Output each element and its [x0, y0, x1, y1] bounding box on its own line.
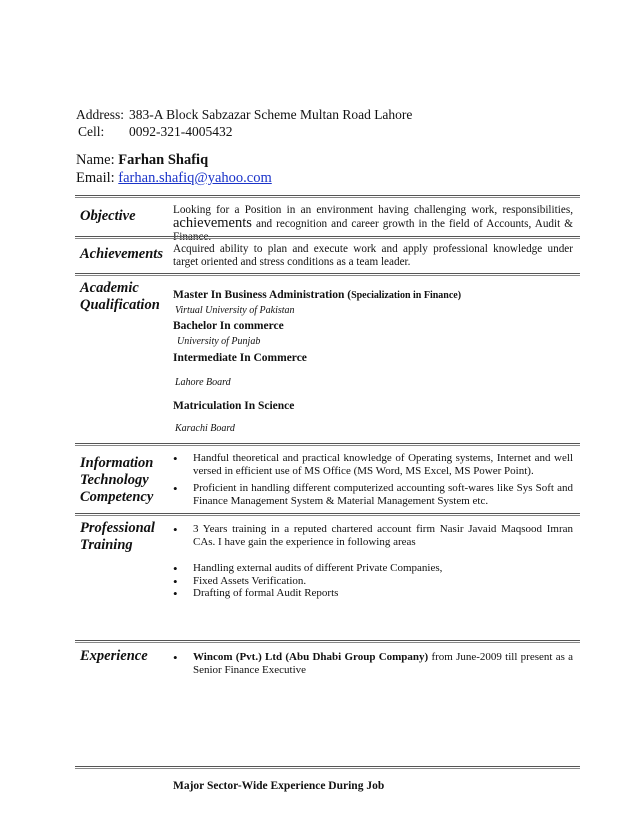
qualification-institution: Lahore Board	[175, 377, 231, 388]
divider-training	[75, 513, 580, 516]
it-bullet-text: Proficient in handling different computerized accounting soft-wares like Sys Soft and Finance Management System & Material Management System etc.	[193, 482, 573, 507]
address-label: Address:	[76, 107, 124, 122]
bullet-icon: •	[173, 481, 178, 496]
bullet-icon: •	[173, 574, 178, 589]
list-item	[173, 523, 573, 549]
list-item	[173, 452, 573, 478]
divider-major	[75, 766, 580, 769]
cell-line	[78, 123, 233, 140]
bullet-icon: •	[173, 561, 178, 576]
major-experience-title: Major Sector-Wide Experience During Job	[173, 780, 385, 792]
divider-achievements	[75, 236, 580, 239]
qualification-degree	[173, 289, 461, 301]
divider-experience	[75, 640, 580, 643]
objective-text-2: and recognition and career growth in the field of Accounts, Audit & Finance.	[173, 218, 573, 243]
experience-company: Wincom (Pvt.) Ltd (Abu Dhabi Group Company)	[193, 651, 429, 663]
name-line	[76, 151, 208, 169]
email-line	[76, 169, 272, 187]
section-title-academic: Academic Qualification	[80, 280, 160, 313]
bullet-icon: •	[173, 522, 178, 537]
address-line	[76, 106, 412, 123]
objective-text-1: Looking for a Position in an environment having challenging work, responsibilities,	[173, 204, 573, 216]
training-bullet-text: 3 Years training in a reputed chartered account firm Nasir Javaid Maqsood Imran CAs. I have gain the experience in following areas	[193, 523, 573, 548]
training-bullet-text: Handling external audits of different Private Companies,	[193, 562, 443, 574]
section-title-experience: Experience	[80, 648, 148, 664]
name-label: Name:	[76, 152, 115, 168]
training-bullet-text: Fixed Assets Verification.	[193, 575, 307, 587]
qualification-degree: Bachelor In commerce	[173, 320, 284, 332]
section-title-objective: Objective	[80, 208, 136, 224]
achievements-text: Acquired ability to plan and execute work and apply professional knowledge under target oriented and stress conditions as a team leader.	[173, 243, 573, 268]
degree-mba-specialization: Specialization in Finance)	[351, 290, 462, 301]
bullet-icon: •	[173, 650, 178, 665]
qualification-degree: Matriculation In Science	[173, 400, 295, 412]
list-item	[173, 562, 573, 575]
qualification-degree: Intermediate In Commerce	[173, 352, 307, 364]
divider-it	[75, 443, 580, 446]
email-link[interactable]: farhan.shafiq@yahoo.com	[118, 170, 272, 186]
degree-mba: Master In Business Administration (	[173, 289, 352, 301]
objective-text-emphasis: achievements	[173, 215, 252, 231]
qualification-institution: Karachi Board	[175, 423, 235, 434]
section-title-it: Information Technology Competency	[80, 455, 154, 505]
candidate-name: Farhan Shafiq	[118, 152, 209, 168]
cell-label: Cell:	[78, 124, 105, 139]
experience-entry	[193, 651, 573, 677]
section-title-achievements: Achievements	[80, 246, 163, 262]
bullet-icon: •	[173, 451, 178, 466]
it-bullet-text: Handful theoretical and practical knowledge of Operating systems, Internet and well versed in efficient use of MS Office (MS Word, MS Excel, MS Power Point).	[193, 452, 573, 477]
qualification-institution: Virtual University of Pakistan	[175, 305, 295, 316]
qualification-institution: University of Punjab	[177, 336, 261, 347]
email-label: Email:	[76, 170, 115, 186]
list-item	[173, 587, 573, 600]
cell-value: 0092-321-4005432	[129, 124, 233, 139]
divider-objective	[75, 195, 580, 198]
list-item	[173, 651, 573, 677]
training-bullet-text: Drafting of formal Audit Reports	[193, 587, 339, 599]
bullet-icon: •	[173, 586, 178, 601]
divider-academic	[75, 273, 580, 276]
section-title-training: Professional Training	[80, 520, 155, 553]
list-item	[173, 482, 573, 508]
experience-detail: from June-2009 till present as a Senior Finance Executive	[193, 651, 573, 676]
address-value: 383-A Block Sabzazar Scheme Multan Road Lahore	[129, 107, 413, 122]
